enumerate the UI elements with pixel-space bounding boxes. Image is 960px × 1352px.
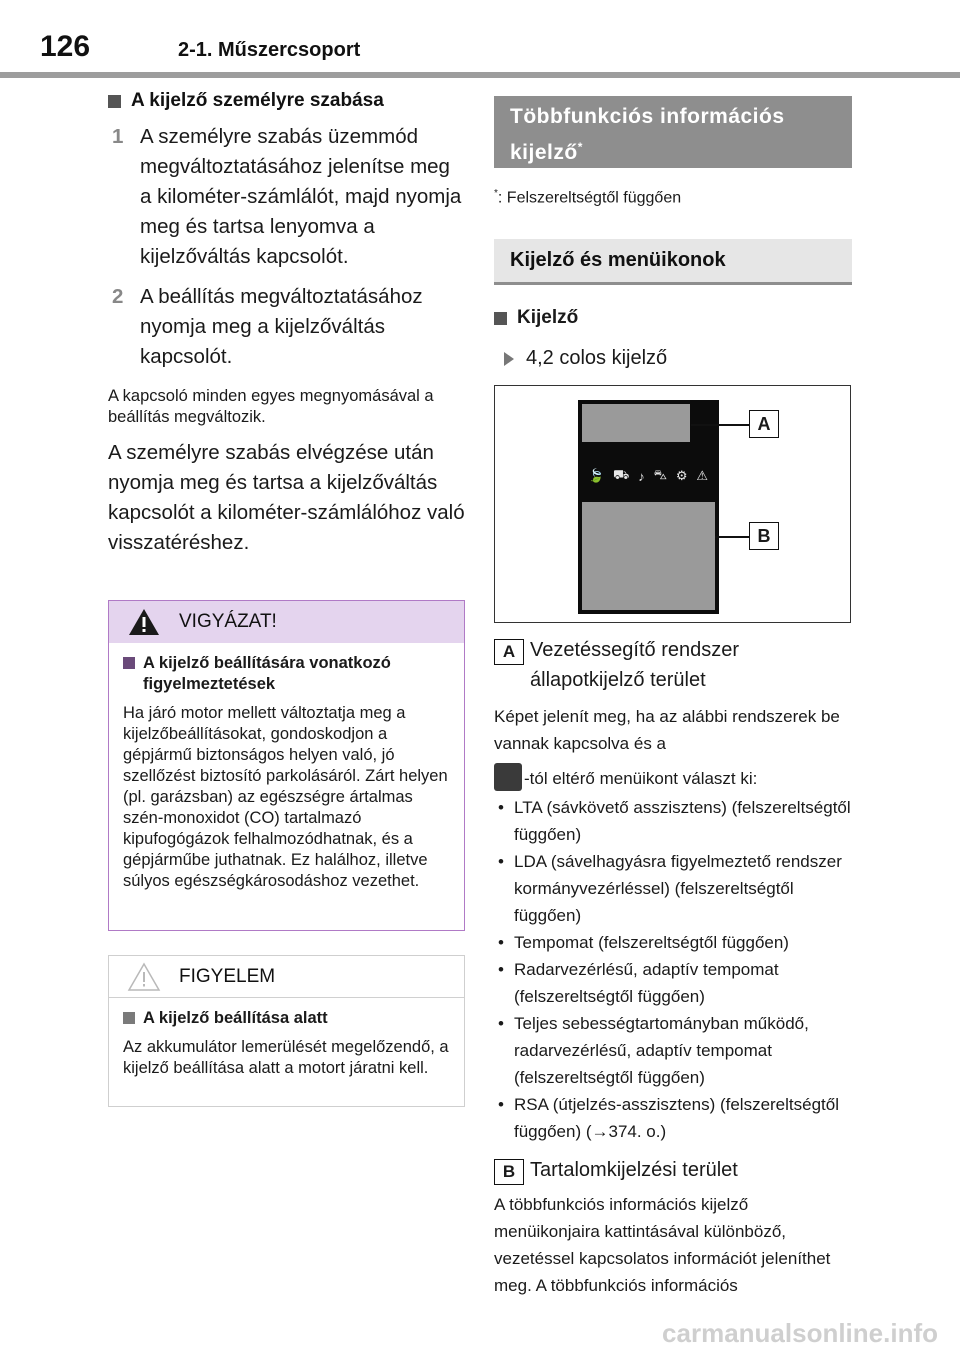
step-1	[108, 122, 466, 272]
notice-text: Az akkumulátor lemerülését megelőzendő, a kijelző beállítása alatt a motort járatni kell.	[123, 1038, 449, 1077]
section-band: Kijelző és menüikonok	[494, 239, 852, 285]
right-column	[494, 96, 854, 370]
warning-icon	[127, 607, 161, 637]
area-a-region	[582, 404, 690, 442]
square-bullet-icon	[123, 1012, 135, 1024]
legend-section	[494, 635, 856, 1299]
warning-subheading: A kijelző beállítására vonatkozó figyelmeztetések	[123, 653, 450, 695]
vehicle-info-icon: ⛍	[653, 467, 667, 482]
square-bullet-icon	[108, 95, 121, 108]
display-subheading: Kijelző	[494, 307, 854, 329]
list-item: • RSA (útjelzés-asszisztens) (felszereltségtől függően) (→374. o.)	[498, 1095, 840, 1141]
callout-line-a	[691, 424, 751, 426]
menu-icon-row	[588, 466, 708, 486]
notice-box	[108, 955, 465, 1107]
watermark: carmanualsonline.info	[662, 1318, 938, 1348]
warning-label: VIGYÁZAT!	[179, 611, 277, 632]
header-rule	[0, 72, 960, 78]
notice-header	[109, 956, 464, 998]
warning-triangle-icon: ⚠	[696, 468, 708, 483]
eco-leaf-icon: 🍃	[588, 468, 605, 483]
arrow-bullet-icon	[504, 352, 514, 366]
title-asterisk: *	[577, 140, 583, 154]
display-diagram	[494, 385, 851, 623]
step-text: A személyre szabás üzemmód megváltoztatásához jelenítse meg a kilométer-számlálót, majd nyomja meg és tartsa lenyomva a kijelzőváltás kapcsolót.	[140, 125, 462, 268]
area-a-text2: -tól eltérő menüikont választ ki:	[494, 763, 856, 792]
step-text: A beállítás megváltoztatásához nyomja meg a kijelzőváltás kapcsolót.	[140, 285, 423, 368]
warning-text: Ha járó motor mellett változtatja meg a kijelzőbeállításokat, gondoskodjon a gépjármű biztonságos helyen való, jó szellőzést biztosító parkolásáról. Zárt helyen (pl. garázsban) az egészségre ártalmas szén-monoxidot (CO) tartalmazó kipufogógázok felhalmozódhatnak, és a gépjárműbe juthatnak. Ez halálhoz, illetve súlyos egészségkárosodáshoz vezethet.	[123, 704, 448, 890]
left-column	[108, 88, 466, 558]
display-screen	[578, 400, 719, 614]
area-a-text: Képet jelenít meg, ha az alábbi rendszerek be vannak kapcsolva és a	[494, 707, 840, 753]
list-item: • Teljes sebességtartományban működő, radarvezérlésű, adaptív tempomat (felszereltségtől függően)	[498, 1014, 809, 1087]
audio-note-icon: ♪	[638, 468, 645, 484]
driver-assist-menu-icon	[494, 763, 522, 791]
callout-b: B	[749, 522, 779, 550]
area-a-label: A Vezetéssegítő rendszer állapotkijelző terület	[494, 635, 856, 695]
topic-title: Többfunkciós információs kijelző*	[494, 96, 852, 168]
step-2	[108, 282, 466, 372]
paragraph: A személyre szabás elvégzése után nyomja meg és tartsa a kijelzőváltás kapcsolót a kilométer-számlálóhoz való visszatéréshez.	[108, 441, 465, 554]
step-number: 2	[112, 285, 124, 308]
footnote-asterisk: *	[494, 188, 498, 199]
warning-box	[108, 600, 465, 931]
list-item: • Radarvezérlésű, adaptív tempomat (felszereltségtől függően)	[498, 960, 779, 1006]
notice-label: FIGYELEM	[179, 965, 276, 987]
caution-icon	[127, 962, 161, 992]
warning-header	[109, 601, 464, 643]
square-bullet-icon	[123, 657, 135, 669]
customize-heading: A kijelző személyre szabása	[108, 90, 466, 112]
warning-body	[109, 643, 464, 892]
letter-b-box: B	[494, 1159, 524, 1185]
callout-line-b	[715, 536, 751, 538]
list-item: • Tempomat (felszereltségtől függően)	[498, 933, 789, 952]
page-number: 126	[40, 30, 91, 63]
list-item: • LDA (sávelhagyásra figyelmeztető rendszer kormányvezérléssel) (felszereltségtől függően)	[498, 852, 842, 925]
square-bullet-icon	[494, 312, 507, 325]
step-number: 1	[112, 125, 124, 148]
display-size-bullet: 4,2 colos kijelző	[494, 347, 854, 370]
notice-body	[109, 998, 464, 1079]
letter-a-box: A	[494, 639, 524, 665]
area-b-label: B Tartalomkijelzési terület	[494, 1155, 856, 1185]
callout-a: A	[749, 410, 779, 438]
driver-assist-icon: ⛟	[613, 467, 630, 482]
section-title: 2-1. Műszercsoport	[178, 39, 361, 61]
notice-subheading: A kijelző beállítása alatt	[123, 1008, 450, 1029]
area-b-text: A többfunkciós információs kijelző menüikonjaira kattintásával különböző, vezetéssel kapcsolatos információt jeleníthet meg. A többfunkciós információs	[494, 1195, 831, 1295]
area-b-region	[582, 502, 715, 610]
settings-gear-icon: ⚙	[675, 468, 688, 483]
list-item: • LTA (sávkövető asszisztens) (felszereltségtől függően)	[498, 798, 851, 844]
footnote: *: Felszereltségtől függően	[494, 188, 682, 207]
system-list	[494, 794, 856, 1145]
note-text: A kapcsoló minden egyes megnyomásával a beállítás megváltozik.	[108, 387, 434, 426]
page-header	[0, 0, 960, 80]
